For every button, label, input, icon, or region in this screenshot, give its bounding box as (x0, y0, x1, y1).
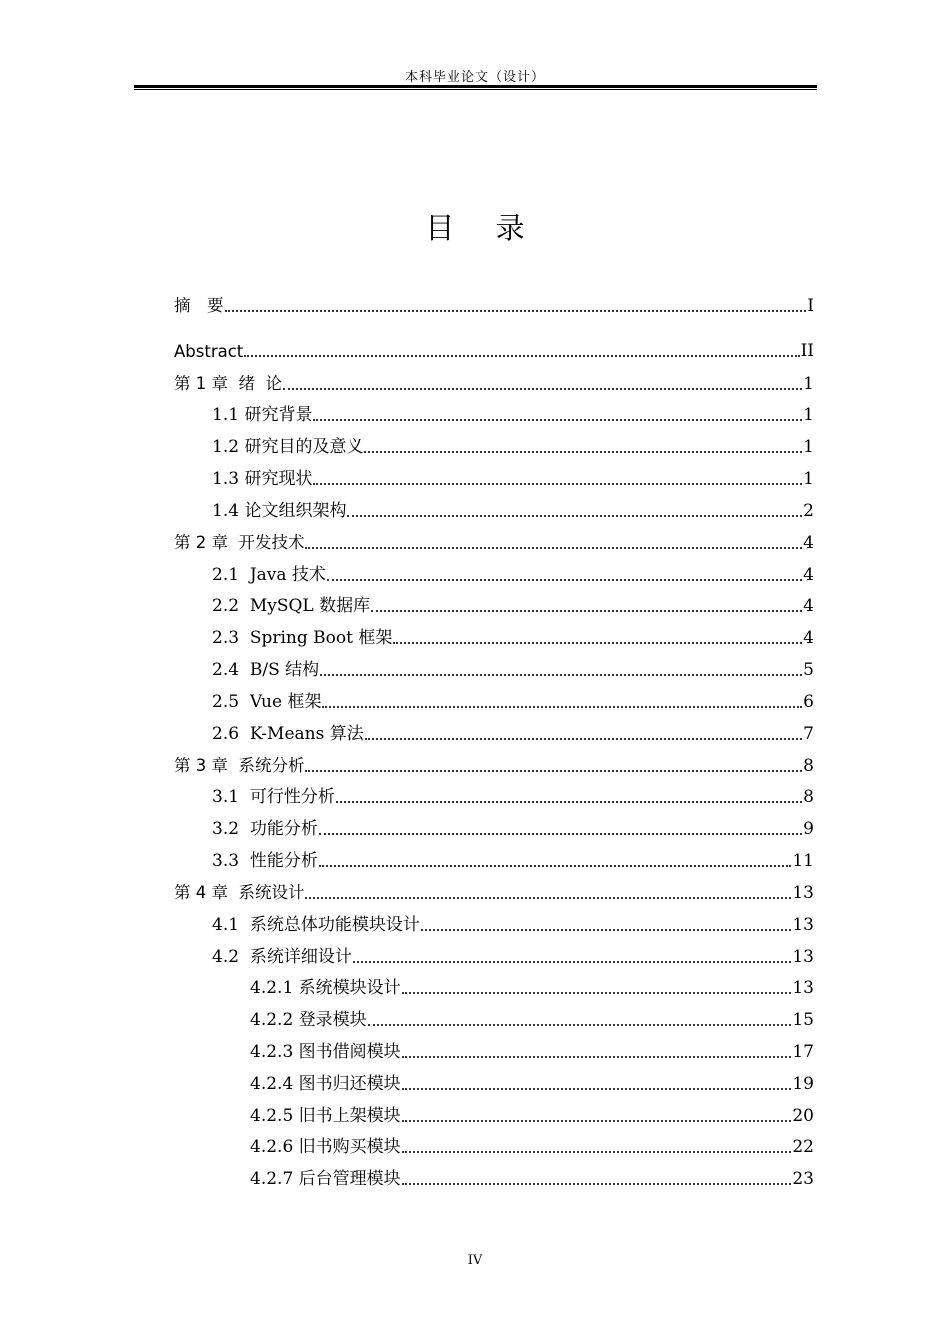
toc-entry-label: 2.2 MySQL 数据库 (212, 596, 371, 616)
header-rule-thin (134, 89, 817, 90)
toc-entry-page: 22 (792, 1137, 814, 1157)
toc-entry-page: 1 (803, 374, 814, 394)
dot-leader (305, 897, 791, 899)
toc-entry[interactable] (174, 807, 814, 839)
toc-entry-label: 3.2 功能分析 (212, 819, 318, 839)
toc-entry[interactable] (174, 1062, 814, 1094)
toc-entry-page: 11 (792, 851, 814, 871)
dot-leader (313, 483, 802, 485)
dot-leader (319, 833, 802, 835)
dot-leader (402, 1151, 792, 1153)
dot-leader (402, 1120, 792, 1122)
toc-entry-label: 第 3 章 系统分析 (174, 756, 305, 775)
toc-entry[interactable] (174, 775, 814, 807)
toc-entry[interactable] (174, 744, 814, 776)
toc-entry-label: 4.2.6 旧书购买模块 (250, 1137, 401, 1157)
toc-entry-label: 4.2 系统详细设计 (212, 947, 352, 967)
toc-entry[interactable] (174, 362, 814, 394)
dot-leader (283, 388, 802, 390)
dot-leader (402, 1088, 792, 1090)
dot-leader (421, 929, 792, 931)
toc-entry-label: 2.1 Java 技术 (212, 565, 326, 585)
dot-leader (336, 801, 802, 803)
toc-entry[interactable] (174, 839, 814, 871)
toc-entry-label: 4.2.2 登录模块 (250, 1010, 367, 1030)
toc-entry[interactable] (174, 457, 814, 489)
dot-leader (319, 865, 792, 867)
toc-entry-label: 3.1 可行性分析 (212, 787, 335, 807)
toc-entry-page: 5 (803, 660, 814, 680)
toc-entry-label: 摘 要 (174, 296, 224, 315)
toc-entry[interactable] (174, 553, 814, 585)
dot-leader (393, 642, 802, 644)
toc-entry[interactable] (174, 966, 814, 998)
toc-entry-page: 13 (792, 947, 814, 967)
toc-entry-page: 8 (803, 787, 814, 807)
toc-entry-page: 4 (803, 533, 814, 553)
toc-entry[interactable] (174, 521, 814, 553)
dot-leader (347, 515, 802, 517)
toc-entry-page: 20 (792, 1106, 814, 1126)
toc-entry-page: 23 (792, 1169, 814, 1189)
toc-entry[interactable] (174, 998, 814, 1030)
toc-entry[interactable] (174, 284, 814, 316)
dot-leader (371, 610, 802, 612)
toc-entry-page: 1 (803, 437, 814, 457)
running-header: 本科毕业论文（设计） (404, 70, 545, 85)
toc-entry-page: 2 (803, 501, 814, 521)
toc-entry-label: 2.5 Vue 框架 (212, 692, 322, 712)
page-number: IV (467, 1253, 483, 1268)
toc-entry-page: 6 (803, 692, 814, 712)
toc-entry-label: 第 2 章 开发技术 (174, 533, 305, 552)
toc-entry[interactable] (174, 1030, 814, 1062)
toc-entry-label: 1.2 研究目的及意义 (212, 437, 364, 457)
toc-entry-page: 8 (803, 756, 814, 776)
toc-entry-page: I (807, 296, 814, 316)
toc-entry[interactable] (174, 935, 814, 967)
toc-entry-label: 1.4 论文组织架构 (212, 501, 347, 521)
toc-entry-page: 17 (792, 1042, 814, 1062)
toc-entry[interactable] (174, 1125, 814, 1157)
dot-leader (244, 355, 799, 357)
toc-entry-label: 4.1 系统总体功能模块设计 (212, 915, 420, 935)
toc-entry[interactable] (174, 616, 814, 648)
dot-leader (327, 579, 802, 581)
toc-entry[interactable] (174, 489, 814, 521)
toc-entry-label: 第 1 章 绪 论 (174, 374, 282, 393)
toc-entry-page: 19 (792, 1074, 814, 1094)
toc-entry[interactable] (174, 903, 814, 935)
page-title: 目 录 (425, 211, 541, 245)
toc-entry-label: 4.2.5 旧书上架模块 (250, 1106, 401, 1126)
dot-leader (368, 1024, 792, 1026)
toc-entry-label: 4.2.7 后台管理模块 (250, 1169, 401, 1189)
toc-entry[interactable] (174, 1094, 814, 1126)
toc-entry-page: 13 (792, 883, 814, 903)
toc-entry[interactable] (174, 680, 814, 712)
dot-leader (305, 770, 802, 772)
toc-entry-label: 1.3 研究现状 (212, 469, 313, 489)
toc-entry[interactable] (174, 712, 814, 744)
toc-entry-label: 2.3 Spring Boot 框架 (212, 628, 393, 648)
dot-leader (313, 419, 802, 421)
toc-entry-page: 13 (792, 978, 814, 998)
header-rule (134, 85, 817, 88)
dot-leader (402, 1056, 792, 1058)
toc-entry-page: 13 (792, 915, 814, 935)
toc-entry-label: 3.3 性能分析 (212, 851, 318, 871)
toc-entry[interactable] (174, 584, 814, 616)
toc-entry-label: 2.4 B/S 结构 (212, 660, 320, 680)
dot-leader (305, 547, 802, 549)
toc-entry-label: 2.6 K-Means 算法 (212, 724, 364, 744)
toc-entry-label: Abstract (174, 342, 244, 361)
toc-entry-label: 4.2.1 系统模块设计 (250, 978, 401, 998)
dot-leader (353, 961, 792, 963)
dot-leader (365, 738, 802, 740)
toc-entry-label: 第 4 章 系统设计 (174, 883, 305, 902)
toc-entry-label: 1.1 研究背景 (212, 405, 313, 425)
dot-leader (364, 451, 802, 453)
toc-entry-page: 1 (803, 405, 814, 425)
dot-leader (322, 706, 802, 708)
toc-entry-page: 7 (803, 724, 814, 744)
toc-entry-page: 9 (803, 819, 814, 839)
dot-leader (402, 1183, 792, 1185)
toc-entry-page: 4 (803, 596, 814, 616)
dot-leader (225, 310, 807, 312)
toc-entry-page: 15 (792, 1010, 814, 1030)
dot-leader (320, 674, 802, 676)
toc-entry-page: 1 (803, 469, 814, 489)
toc-entry-label: 4.2.3 图书借阅模块 (250, 1042, 401, 1062)
toc-entry-label: 4.2.4 图书归还模块 (250, 1074, 401, 1094)
toc-entry[interactable] (174, 1157, 814, 1189)
toc-entry[interactable] (174, 871, 814, 903)
toc-entry[interactable] (174, 425, 814, 457)
toc-entry-page: 4 (803, 565, 814, 585)
dot-leader (402, 992, 792, 994)
toc-entry[interactable] (174, 393, 814, 425)
toc-entry[interactable] (174, 648, 814, 680)
toc-entry-page: II (800, 341, 814, 361)
toc-entry-page: 4 (803, 628, 814, 648)
toc-entry[interactable] (174, 329, 814, 361)
